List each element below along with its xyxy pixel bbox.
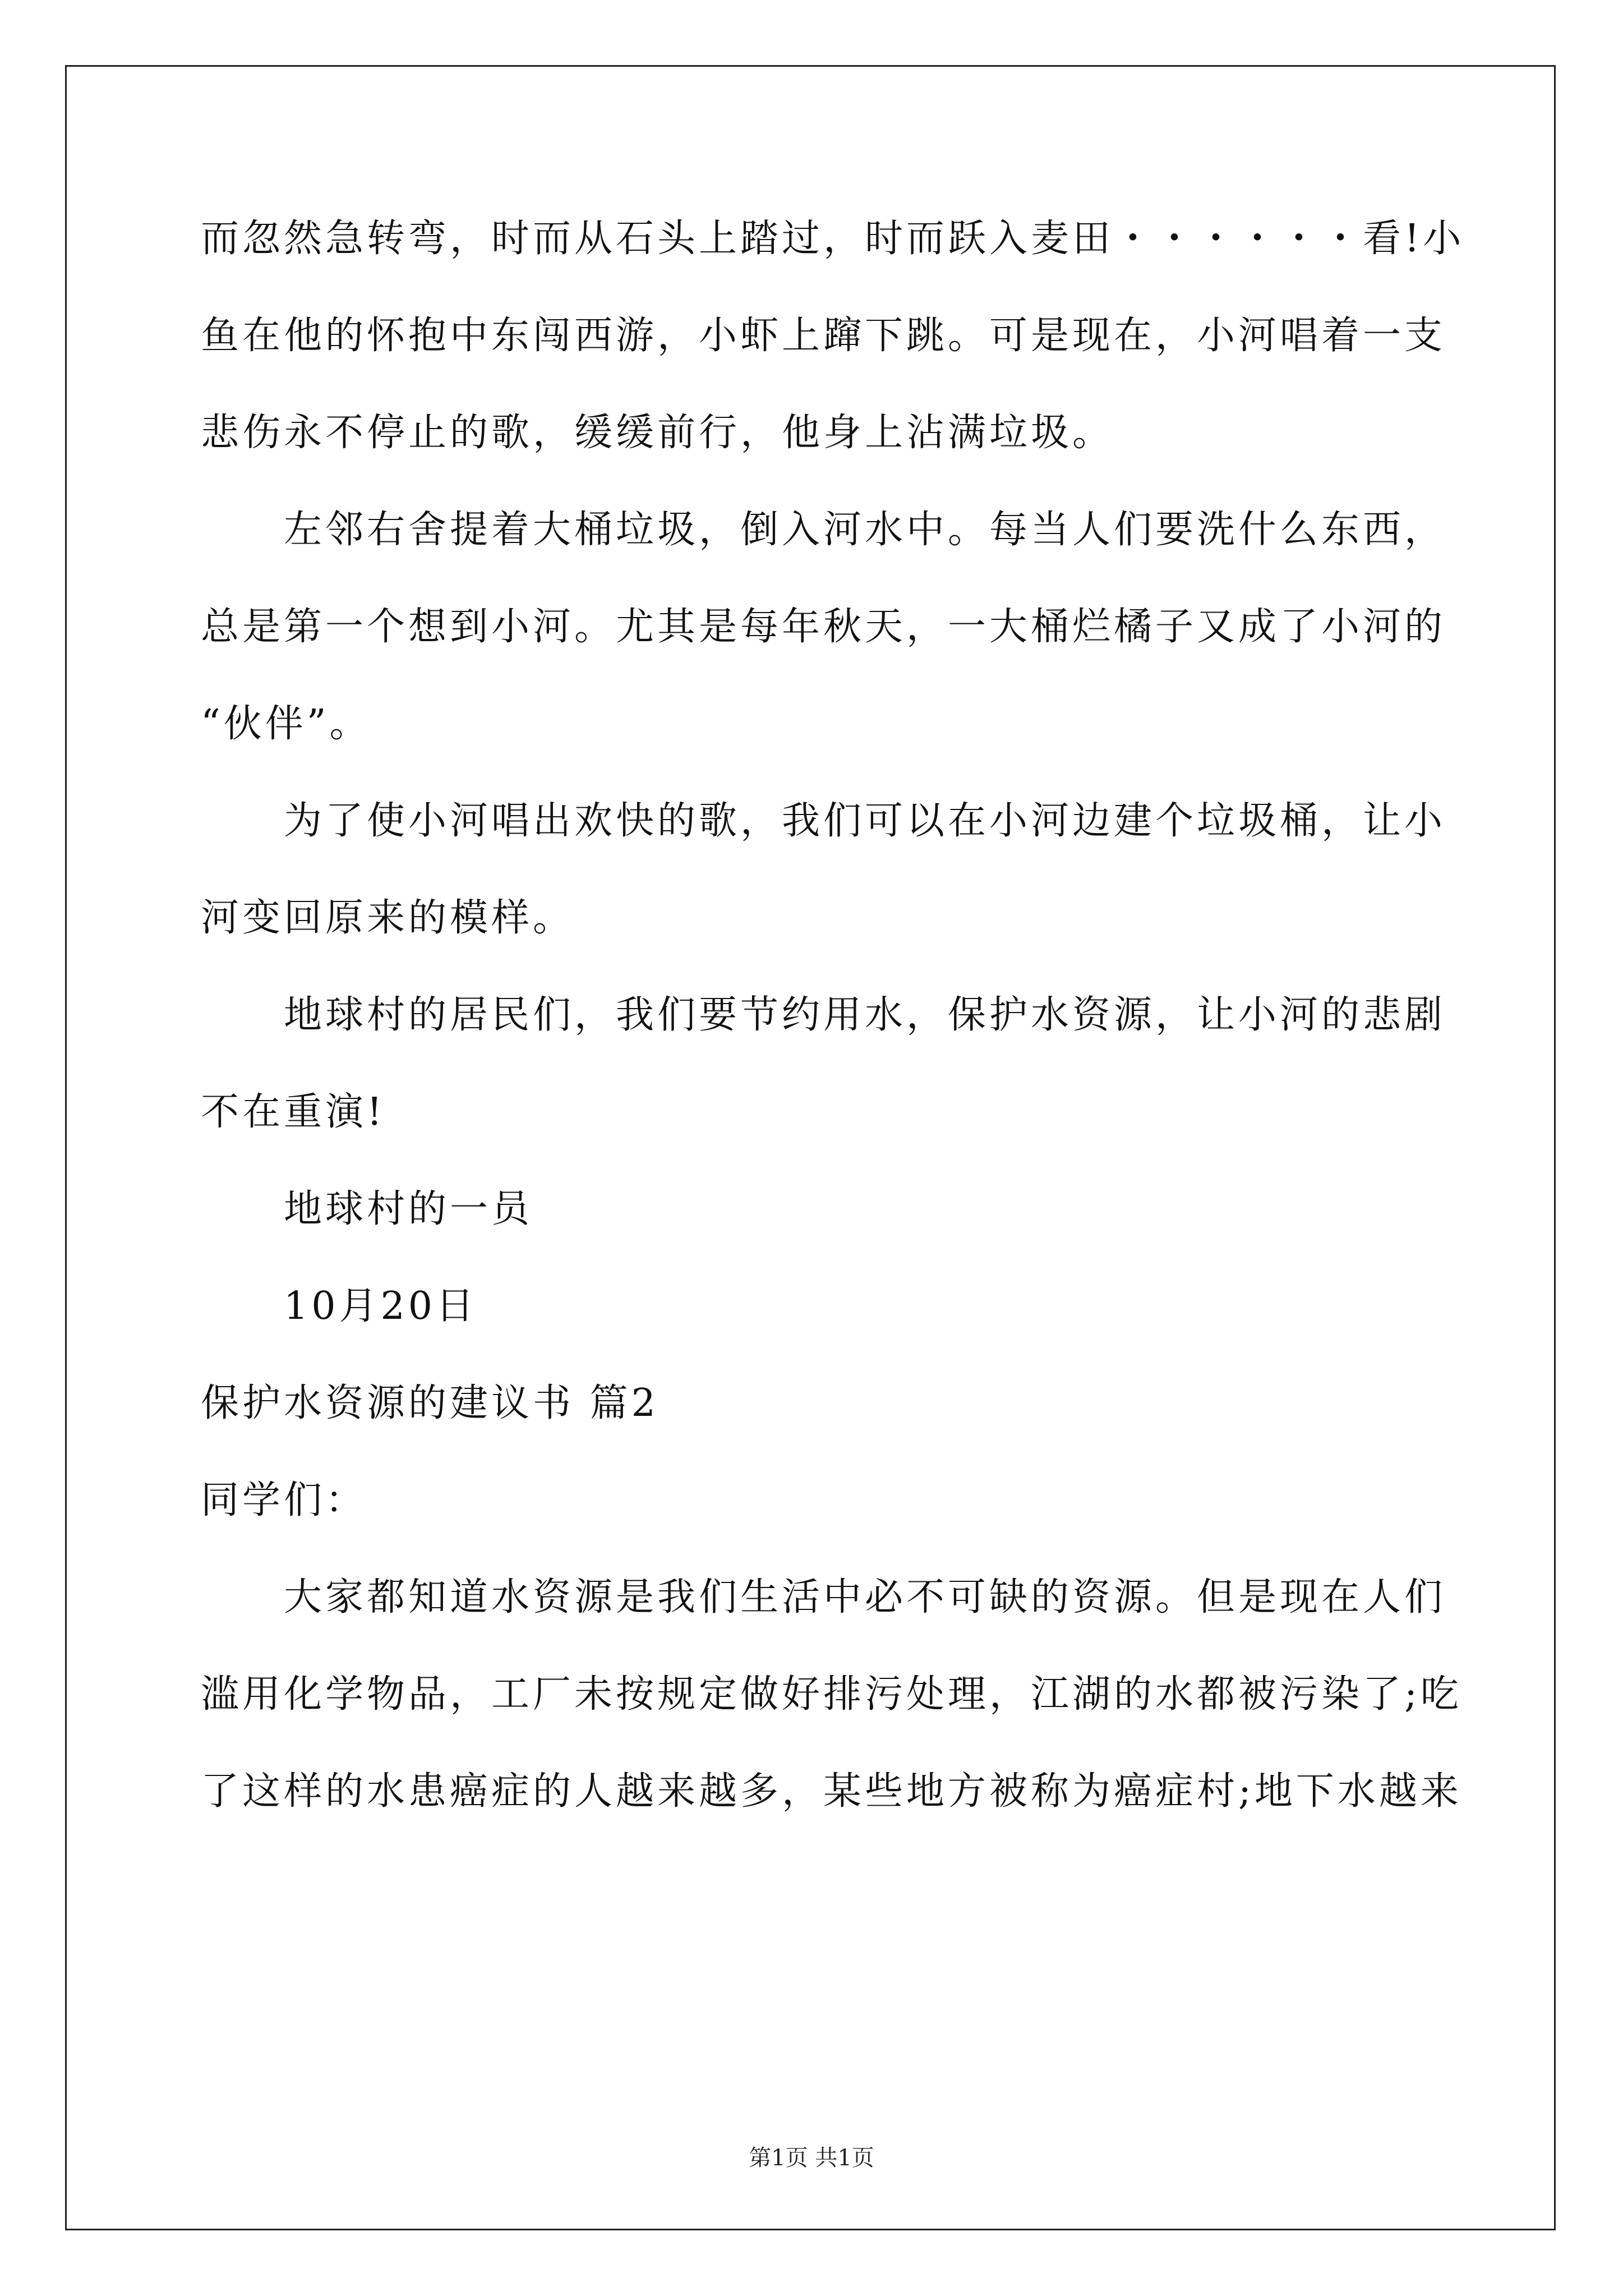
text-line-6: “伙伴”。 — [201, 702, 371, 746]
text-line-8: 河变回原来的模样。 — [201, 896, 575, 940]
text-line-4: 左邻右舍提着大桶垃圾，倒入河水中。每当人们要洗什么东西， — [284, 508, 1446, 552]
signature-line: 地球村的一员 — [284, 1187, 533, 1231]
text-line-9: 地球村的居民们，我们要节约用水，保护水资源，让小河的悲剧 — [284, 993, 1446, 1037]
text-line-10: 不在重演! — [201, 1090, 386, 1134]
page-footer: 第1页 共1页 — [749, 2145, 874, 2171]
page-border — [65, 65, 1556, 2230]
text-line-17: 了这样的水患癌症的人越来越多，某些地方被称为癌症村;地下水越来 — [201, 1769, 1462, 1814]
text-line-15: 大家都知道水资源是我们生活中必不可缺的资源。但是现在人们 — [284, 1575, 1446, 1619]
text-line-7: 为了使小河唱出欢快的歌，我们可以在小河边建个垃圾桶，让小 — [284, 799, 1446, 843]
section-heading: 保护水资源的建议书 篇2 — [201, 1381, 659, 1425]
text-line-16: 滥用化学物品，工厂未按规定做好排污处理，江湖的水都被污染了;吃 — [201, 1672, 1462, 1717]
text-line-5: 总是第一个想到小河。尤其是每年秋天，一大桶烂橘子又成了小河的 — [201, 605, 1446, 649]
text-line-1: 而忽然急转弯，时而从石头上踏过，时而跃入麦田・・・・・・看!小 — [201, 217, 1465, 261]
date-line: 10月20日 — [284, 1284, 478, 1328]
text-line-2: 鱼在他的怀抱中东闯西游，小虾上蹿下跳。可是现在，小河唱着一支 — [201, 314, 1446, 358]
salutation-line: 同学们： — [201, 1478, 367, 1522]
text-line-3: 悲伤永不停止的歌，缓缓前行，他身上沾满垃圾。 — [201, 411, 1114, 455]
